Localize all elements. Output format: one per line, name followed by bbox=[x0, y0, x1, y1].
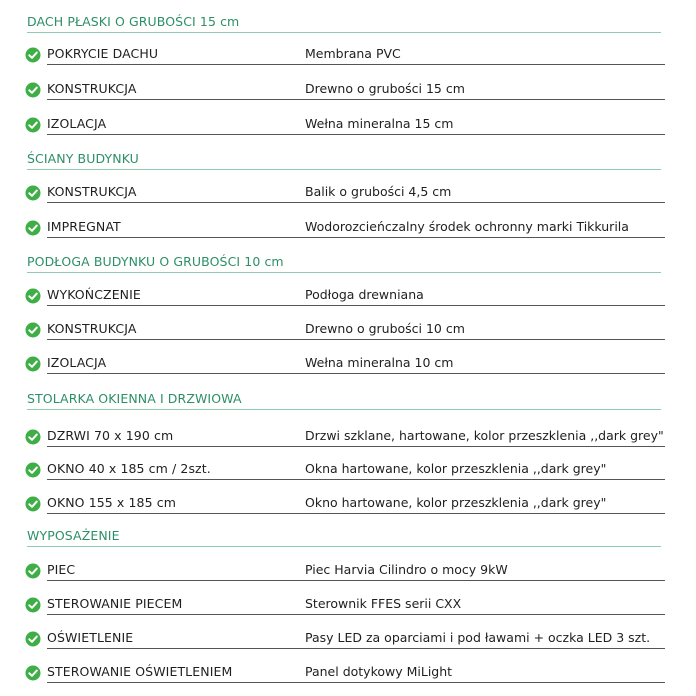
spec-row bbox=[25, 458, 665, 484]
spec-row bbox=[25, 661, 665, 687]
spec-value: Panel dotykowy MiLight bbox=[305, 664, 453, 679]
check-circle-icon bbox=[25, 220, 41, 236]
spec-label: WYKOŃCZENIE bbox=[47, 287, 141, 302]
spec-label: OKNO 40 x 185 cm / 2szt. bbox=[47, 461, 211, 476]
spec-value: Pasy LED za oparciami i pod ławami + oczka LED 3 szt. bbox=[305, 630, 651, 645]
check-circle-icon bbox=[25, 496, 41, 512]
spec-label: IMPREGNAT bbox=[47, 219, 121, 234]
spec-value: Drzwi szklane, hartowane, kolor przeszklenia ,,dark grey" bbox=[305, 428, 664, 443]
spec-value: Podłoga drewniana bbox=[305, 287, 424, 302]
row-divider bbox=[47, 373, 665, 374]
spec-row bbox=[25, 352, 665, 378]
spec-value: Sterownik FFES serii CXX bbox=[305, 596, 462, 611]
row-divider bbox=[47, 134, 665, 135]
spec-row bbox=[25, 284, 665, 310]
check-circle-icon bbox=[25, 117, 41, 133]
spec-label: KONSTRUKCJA bbox=[47, 81, 137, 96]
row-divider bbox=[47, 202, 665, 203]
row-divider bbox=[47, 513, 665, 514]
spec-value: Okno hartowane, kolor przeszklenia ,,dark grey" bbox=[305, 495, 607, 510]
spec-label: PIEC bbox=[47, 562, 76, 577]
spec-label: OŚWIETLENIE bbox=[47, 630, 134, 645]
section-title-equipment: WYPOSAŻENIE bbox=[27, 528, 661, 547]
spec-label: POKRYCIE DACHU bbox=[47, 46, 159, 61]
spec-label: KONSTRUKCJA bbox=[47, 321, 137, 336]
spec-row bbox=[25, 78, 665, 104]
spec-row bbox=[25, 593, 665, 619]
spec-label: IZOLACJA bbox=[47, 116, 107, 131]
spec-value: Okna hartowane, kolor przeszklenia ,,dark grey" bbox=[305, 461, 607, 476]
spec-label: STEROWANIE PIECEM bbox=[47, 596, 183, 611]
check-circle-icon bbox=[25, 631, 41, 647]
spec-row bbox=[25, 113, 665, 139]
check-circle-icon bbox=[25, 185, 41, 201]
spec-row bbox=[25, 492, 665, 518]
spec-label: OKNO 155 x 185 cm bbox=[47, 495, 176, 510]
row-divider bbox=[47, 237, 665, 238]
section-title-floor: PODŁOGA BUDYNKU O GRUBOŚCI 10 cm bbox=[27, 254, 661, 273]
spec-label: IZOLACJA bbox=[47, 355, 107, 370]
check-circle-icon bbox=[25, 665, 41, 681]
check-circle-icon bbox=[25, 462, 41, 478]
spec-row bbox=[25, 318, 665, 344]
section-title-roof: DACH PŁASKI O GRUBOŚCI 15 cm bbox=[27, 14, 661, 33]
row-divider bbox=[47, 64, 665, 65]
spec-row bbox=[25, 425, 665, 451]
spec-value: Piec Harvia Cilindro o mocy 9kW bbox=[305, 562, 508, 577]
check-circle-icon bbox=[25, 288, 41, 304]
spec-row bbox=[25, 43, 665, 69]
row-divider bbox=[47, 479, 665, 480]
spec-row bbox=[25, 559, 665, 585]
spec-value: Drewno o grubości 15 cm bbox=[305, 81, 465, 96]
spec-row bbox=[25, 181, 665, 207]
spec-value: Balik o grubości 4,5 cm bbox=[305, 184, 452, 199]
row-divider bbox=[47, 339, 665, 340]
check-circle-icon bbox=[25, 356, 41, 372]
section-title-joinery: STOLARKA OKIENNA I DRZWIOWA bbox=[27, 391, 661, 410]
spec-value: Drewno o grubości 10 cm bbox=[305, 321, 465, 336]
spec-value: Wodorozcieńczalny środek ochronny marki Tikkurila bbox=[305, 219, 629, 234]
spec-label: DZRWI 70 x 190 cm bbox=[47, 428, 174, 443]
row-divider bbox=[47, 648, 665, 649]
section-title-walls: ŚCIANY BUDYNKU bbox=[27, 151, 661, 170]
spec-label: KONSTRUKCJA bbox=[47, 184, 137, 199]
row-divider bbox=[47, 580, 665, 581]
spec-value: Membrana PVC bbox=[305, 46, 401, 61]
spec-label: STEROWANIE OŚWIETLENIEM bbox=[47, 664, 233, 679]
check-circle-icon bbox=[25, 322, 41, 338]
row-divider bbox=[47, 614, 665, 615]
row-divider bbox=[47, 446, 665, 447]
row-divider bbox=[47, 305, 665, 306]
spec-row bbox=[25, 627, 665, 653]
check-circle-icon bbox=[25, 563, 41, 579]
check-circle-icon bbox=[25, 47, 41, 63]
spec-value: Wełna mineralna 15 cm bbox=[305, 116, 454, 131]
row-divider bbox=[47, 99, 665, 100]
check-circle-icon bbox=[25, 597, 41, 613]
check-circle-icon bbox=[25, 82, 41, 98]
row-divider bbox=[47, 682, 665, 683]
spec-row bbox=[25, 216, 665, 242]
check-circle-icon bbox=[25, 429, 41, 445]
spec-value: Wełna mineralna 10 cm bbox=[305, 355, 454, 370]
